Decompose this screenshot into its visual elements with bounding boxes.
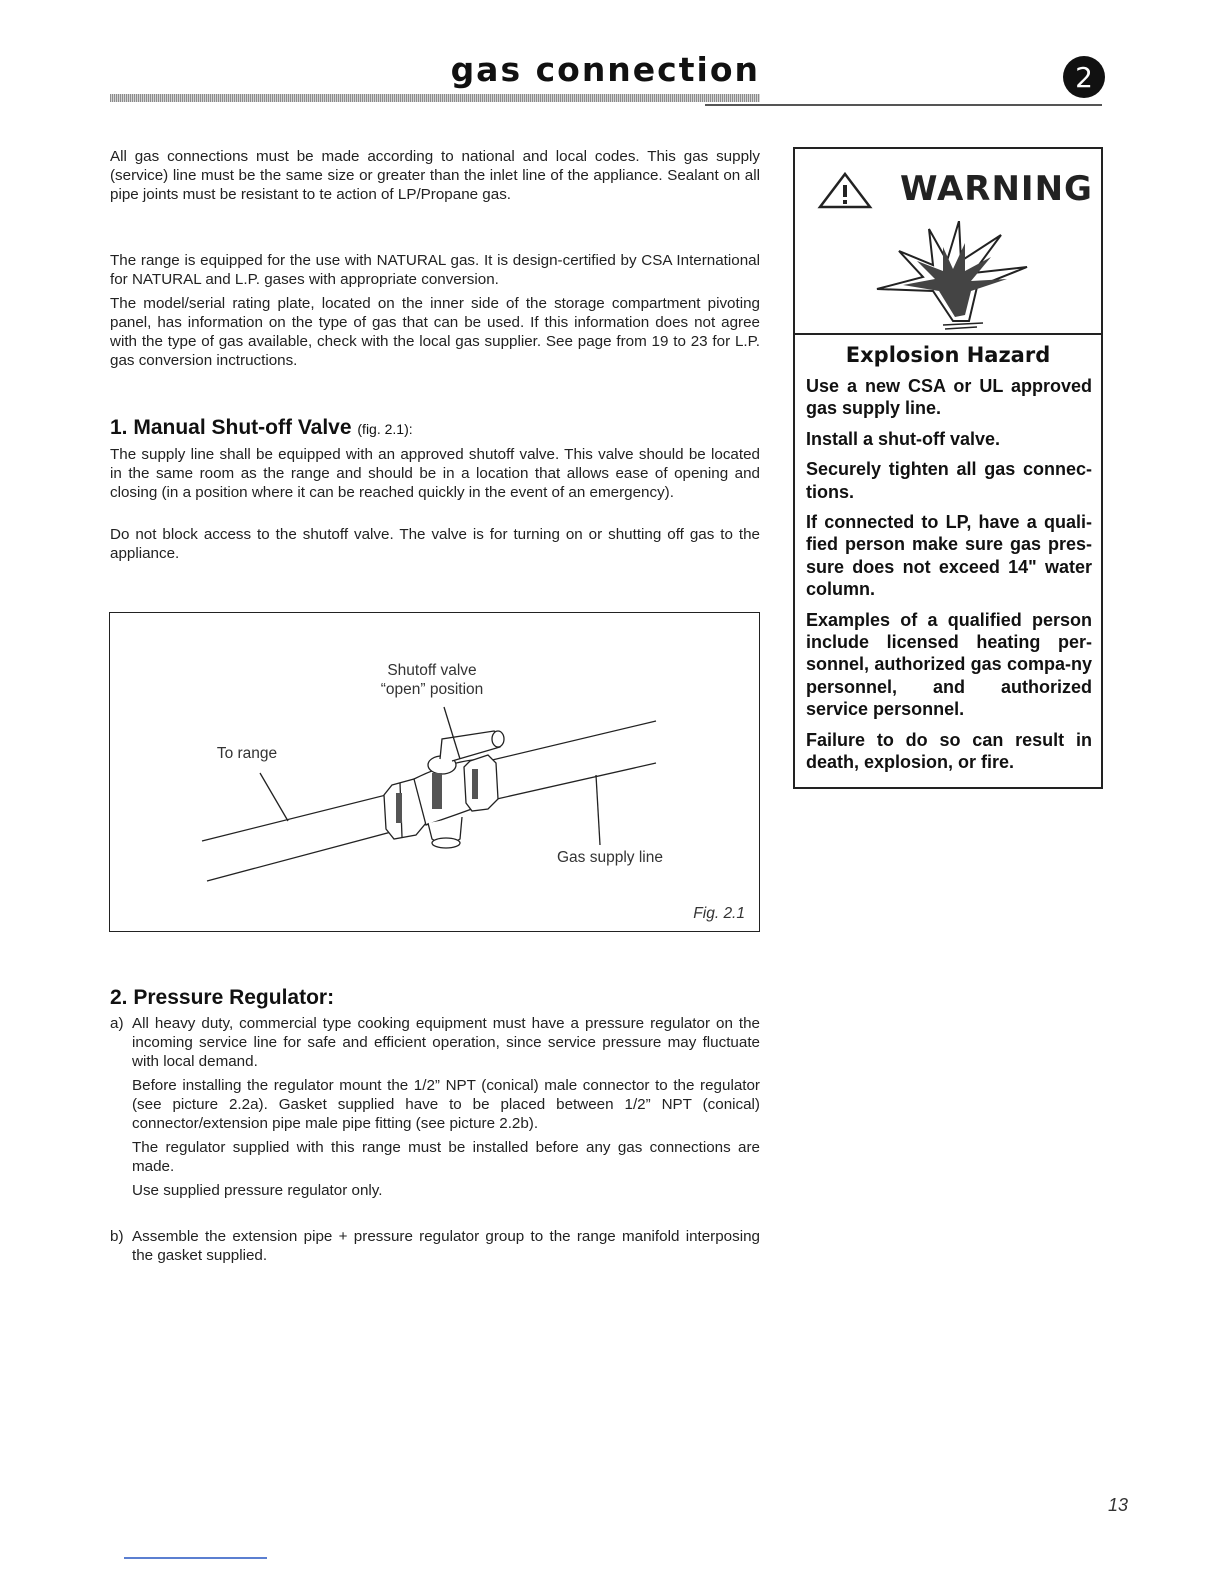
item-b-paragraph-1: Assemble the extension pipe + pressure regulator group to the range manifold interposing the gasket supplied. bbox=[132, 1228, 760, 1264]
section-1-paragraph-1: The supply line shall be equipped with an approved shutoff valve. This valve should be located in the same room as the range and should be in a location that allows ease of opening and closing (in a position where it can be reached quickly in the event of an emergency). bbox=[110, 446, 760, 501]
section-2-item-b bbox=[110, 1227, 760, 1270]
warning-item: If connected to LP, have a quali-fied person make sure gas pres-sure does not exceed 14" water column. bbox=[806, 512, 1092, 600]
section-1-paragraph-2: Do not block access to the shutoff valve. The valve is for turning on or shutting off gas to the appliance. bbox=[110, 526, 760, 562]
figure-shutoff-valve bbox=[109, 612, 760, 932]
warning-triangle-icon bbox=[817, 171, 873, 209]
warning-item: Failure to do so can result in death, explosion, or fire. bbox=[806, 729, 1092, 773]
warning-box bbox=[793, 147, 1103, 789]
page-number: 13 bbox=[1108, 1495, 1129, 1515]
title-underline bbox=[110, 94, 760, 102]
label-shutoff-valve: Shutoff valve bbox=[387, 662, 477, 679]
section-2-heading: 2. Pressure Regulator: bbox=[110, 986, 335, 1009]
intro-paragraph-3: The model/serial rating plate, located on the inner side of the storage compartment pivoting panel, has information on the type of gas that can be used. If this information does not agree with the type of gas available, check with the local gas supplier. See page from 19 to 23 for L.P. gas conversion inctructions. bbox=[110, 295, 760, 369]
page-title: gas connection bbox=[450, 50, 760, 89]
item-a-paragraph-4: Use supplied pressure regulator only. bbox=[132, 1182, 383, 1199]
section-1-figure-ref: (fig. 2.1): bbox=[357, 421, 413, 437]
warning-title: WARNING bbox=[900, 169, 1093, 209]
label-gas-supply-line: Gas supply line bbox=[557, 849, 663, 866]
item-a-paragraph-3: The regulator supplied with this range must be installed before any gas connections are made. bbox=[132, 1139, 760, 1175]
warning-item: Securely tighten all gas connec-tions. bbox=[806, 459, 1092, 502]
footer-link-underline bbox=[124, 1557, 267, 1559]
label-to-range: To range bbox=[216, 745, 278, 762]
valve-illustration bbox=[110, 613, 761, 933]
explosion-icon bbox=[873, 221, 1033, 331]
figure-caption: Fig. 2.1 bbox=[693, 905, 745, 922]
warning-list bbox=[806, 375, 1092, 782]
warning-item: Use a new CSA or UL approved gas supply line. bbox=[806, 376, 1092, 419]
item-a-letter: a) bbox=[110, 1015, 124, 1032]
warning-item: Examples of a qualified person include licensed heating per-sonnel, authorized gas compa-ny personnel, and authorized service personnel. bbox=[806, 609, 1092, 720]
item-a-paragraph-2: Before installing the regulator mount the 1/2” NPT (conical) male connector to the regulator (see picture 2.2a). Gasket supplied have to be placed between 1/2” NPT (conical) connector/extension pipe male pipe fitting (see picture 2.2b). bbox=[132, 1077, 760, 1132]
header-rule bbox=[705, 104, 1102, 106]
chapter-badge: 2 bbox=[1063, 56, 1105, 98]
item-a-paragraph-1: All heavy duty, commercial type cooking equipment must have a pressure regulator on the incoming service line for safe and efficient operation, since service pressure may fluctuate with local demand. bbox=[132, 1015, 760, 1070]
item-b-letter: b) bbox=[110, 1228, 124, 1245]
warning-item: Install a shut-off valve. bbox=[806, 428, 1001, 449]
section-1-heading bbox=[110, 416, 413, 440]
label-open-position: “open” position bbox=[380, 681, 484, 698]
section-1-title: 1. Manual Shut-off Valve bbox=[110, 416, 352, 439]
warning-header bbox=[795, 149, 1101, 335]
intro-paragraph-2: The range is equipped for the use with NATURAL gas. It is design-certified by CSA International for NATURAL and L.P. gases with appropriate conversion. bbox=[110, 252, 760, 288]
intro-paragraph-1: All gas connections must be made according to national and local codes. This gas supply (service) line must be the same size or greater than the inlet line of the appliance. Sealant on all pipe joints must be resistant to te action of LP/Propane gas. bbox=[110, 148, 760, 203]
warning-heading: Explosion Hazard bbox=[845, 343, 1051, 367]
section-2-item-a bbox=[110, 1014, 760, 1205]
